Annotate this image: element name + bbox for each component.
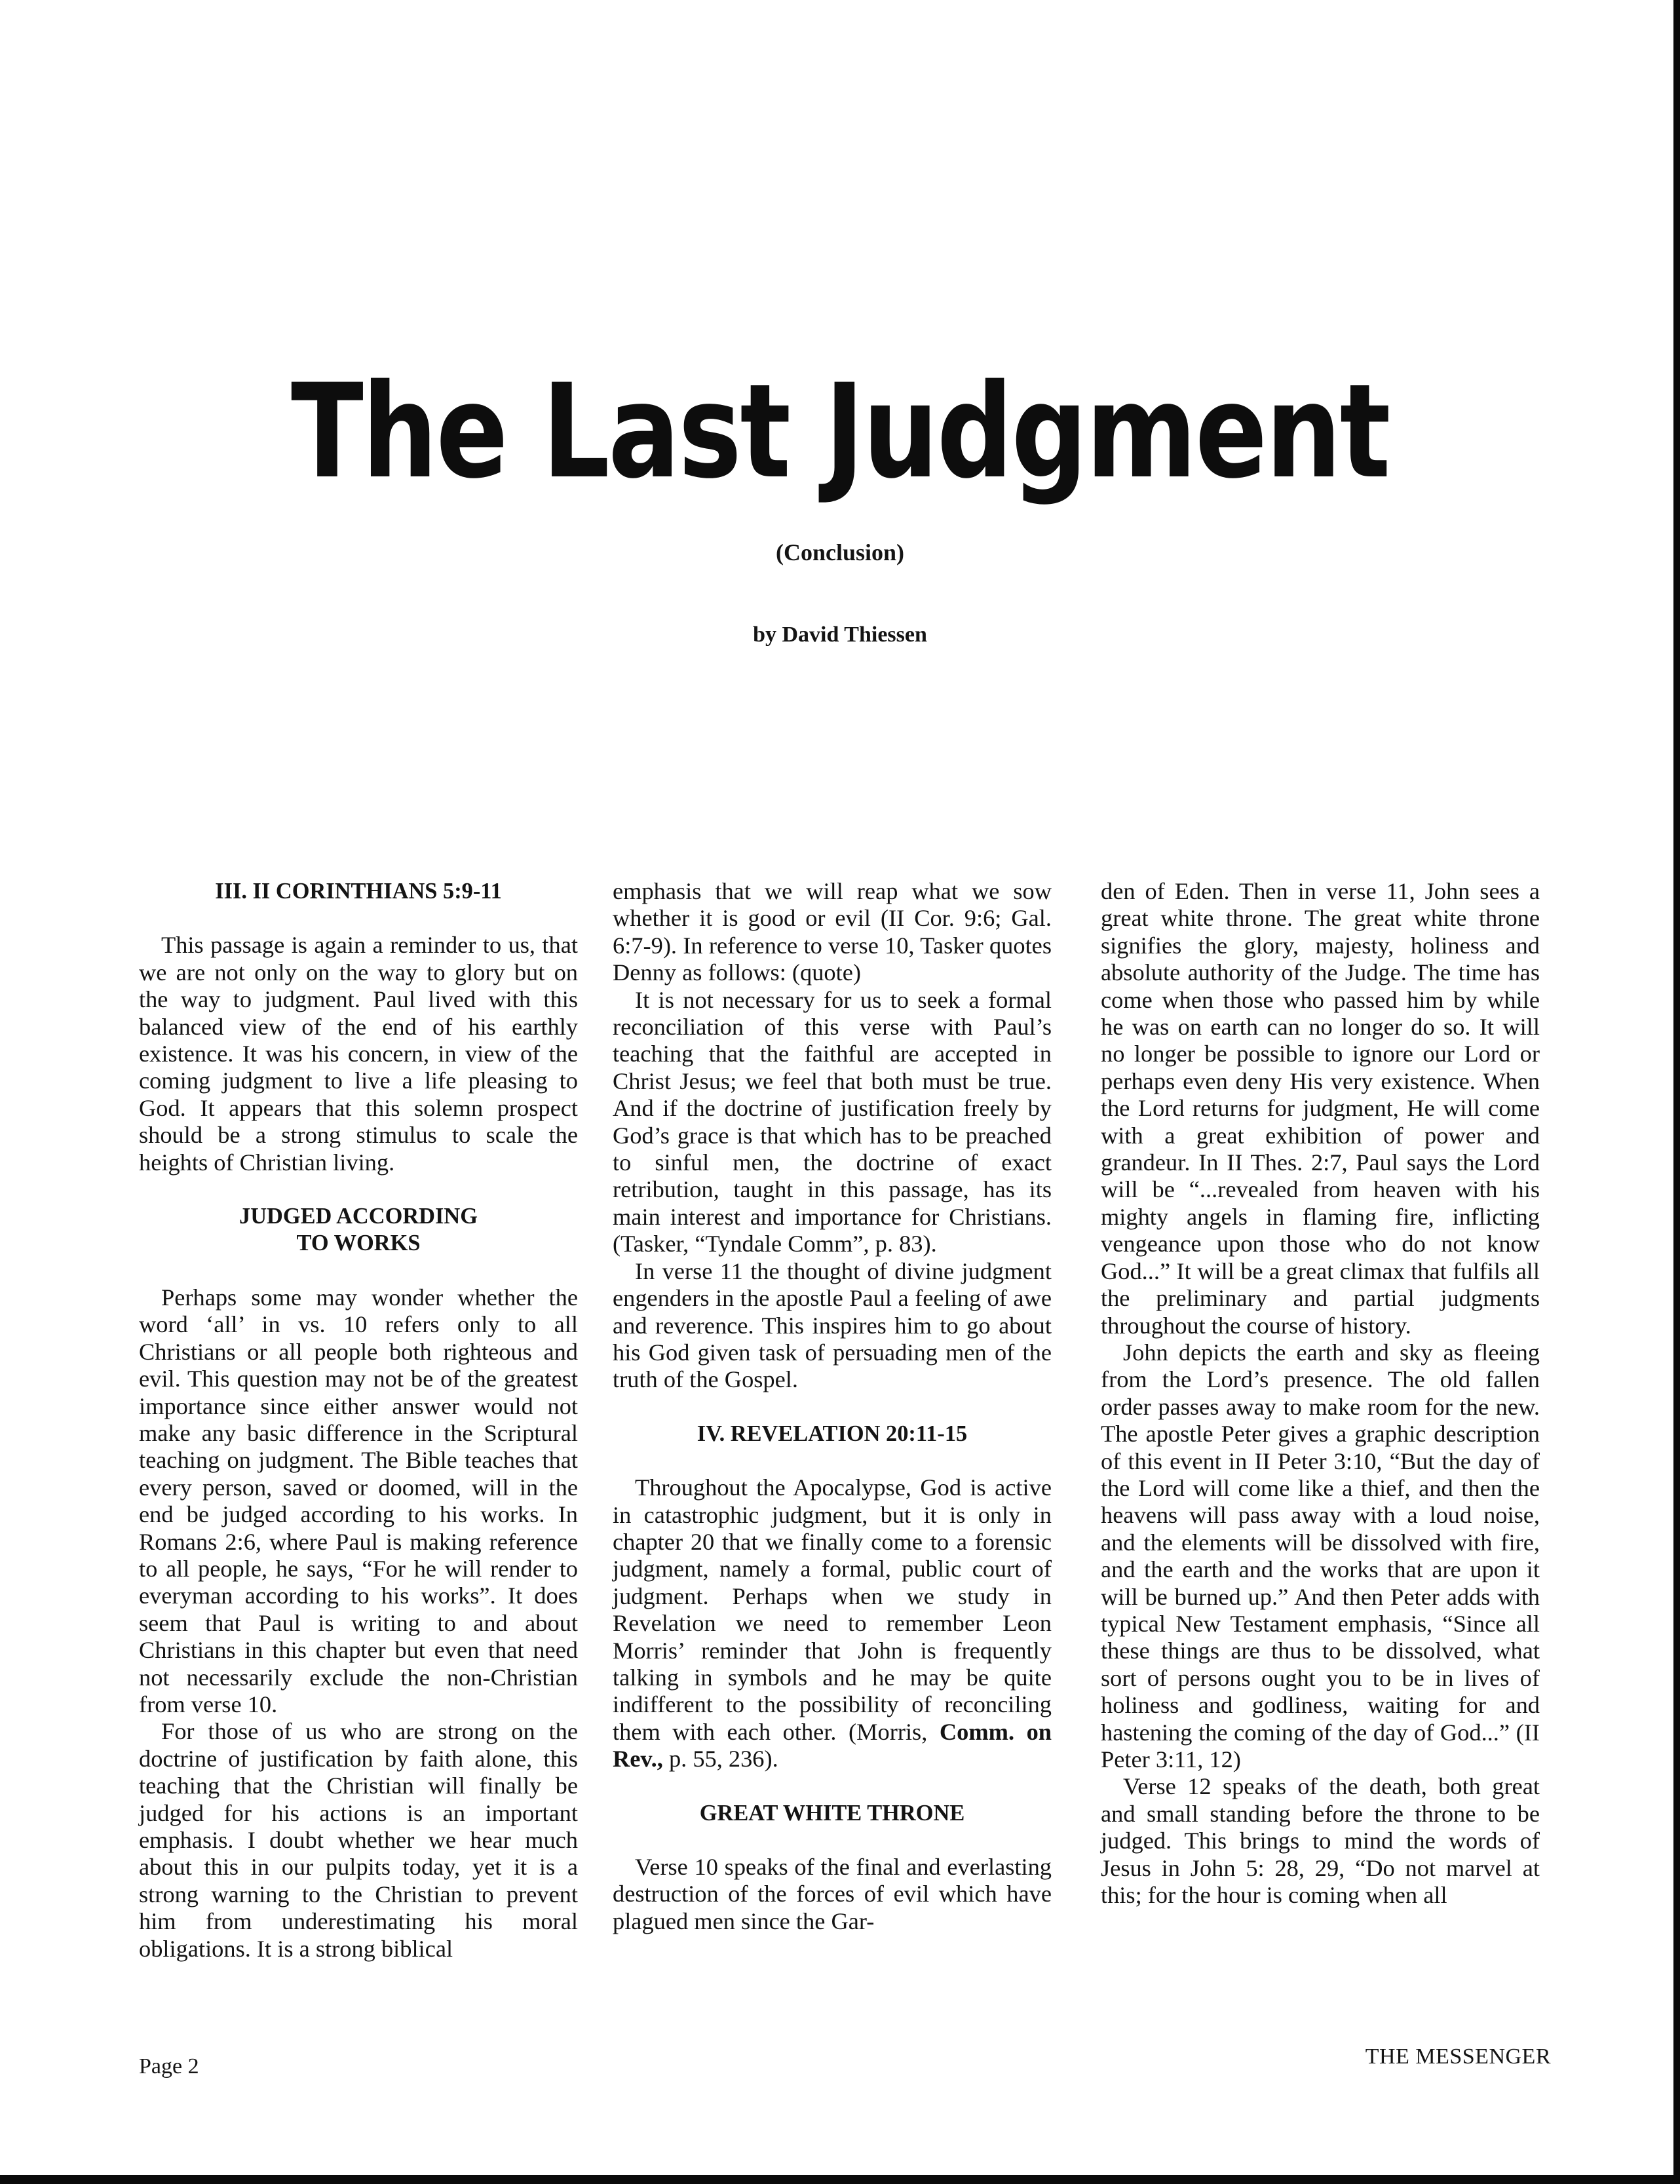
article-byline: by David Thiessen (753, 623, 927, 647)
paragraph: This passage is again a reminder to us, that we are not only on the way to glory but on the way to judgment. Paul lived with this balanced view of the end of his earthly existence. It was his concern, in view of the coming judgment to live a life pleasing to God. It appears that this solemn prospect should be a strong stimulus to scale the heights of Christian living. (139, 932, 578, 1176)
scan-edge-right (1673, 0, 1680, 2184)
column-1 (139, 878, 578, 1963)
paragraph: John depicts the earth and sky as fleeing from the Lord’s presence. The old fallen order passes away to make room for the new. The apostle Peter gives a graphic description of this event in II Peter 3:10, “But the day of the Lord will come like a thief, and then the heavens will pass away with a loud noise, and the elements will be dissolved with fire, and the earth and the works that are upon it will be burned up.” And then Peter adds with typical New Testament emphasis, “Since all these things are thus to be dissolved, what sort of persons ought you to be in lives of holiness and godliness, waiting for and hastening the coming of the day of God...” (II Peter 3:11, 12) (1101, 1339, 1540, 1772)
paragraph: Verse 12 speaks of the death, both great and small standing before the throne to be judged. This brings to mind the words of Jesus in John 5: 28, 29, “Do not marvel at this; for the hour is coming when all (1101, 1773, 1540, 1909)
section-heading-revelation: IV. REVELATION 20:11-15 (697, 1421, 968, 1446)
section-heading-throne: GREAT WHITE THRONE (699, 1800, 965, 1826)
article-subtitle: (Conclusion) (775, 539, 905, 565)
paragraph: It is not necessary for us to seek a formal reconciliation of this verse with Paul’s teaching that the faithful are accepted in Christ Jesus; we feel that both must be true. And if the doctrine of justification freely by God’s grace is that which has to be preached to sinful men, the doctrine of exact retribution, taught in this passage, has its main interest and importance for Christians. (Tasker, “Tyndale Comm”, p. 83). (613, 986, 1052, 1257)
heading-line: TO WORKS (296, 1231, 421, 1256)
column-2 (613, 878, 1052, 1935)
paragraph: emphasis that we will reap what we sow whether it is good or evil (II Cor. 9:6; Gal. 6:7-9). In reference to verse 10, Tasker quotes Denny as follows: (quote) (613, 878, 1052, 986)
column-3 (1101, 878, 1540, 1909)
page-number: Page 2 (139, 2054, 199, 2079)
paragraph: den of Eden. Then in verse 11, John sees a great white throne. The great white throne signifies the glory, majesty, holiness and absolute authority of the Judge. The time has come when those who passed him by while he was on earth can no longer do so. It will no longer be possible to ignore our Lord or perhaps even deny His very existence. When the Lord returns for judgment, He will come with a great exhibition of power and grandeur. In II Thes. 2:7, Paul says the Lord will be “...revealed from heaven with his mighty angels in flaming fire, inflicting vengeance upon those who do not know God...” It will be a great climax that fulfils all the preliminary and partial judgments throughout the course of history. (1101, 878, 1540, 1339)
section-heading-judged (139, 1203, 578, 1257)
text-run: p. 55, 236). (668, 1746, 778, 1772)
paragraph (613, 1474, 1052, 1772)
paragraph: Verse 10 speaks of the final and everlasting destruction of the forces of evil which have plagued men since the Gar- (613, 1854, 1052, 1934)
heading-line: JUDGED ACCORDING (239, 1204, 478, 1229)
article-title: The Last Judgment (291, 356, 1389, 507)
paragraph: Perhaps some may wonder whether the word ‘all’ in vs. 10 refers only to all Christians or all people both righteous and evil. This question may not be of the greatest importance since either answer would not make any basic difference in the Scriptural teaching on judgment. The Bible teaches that every person, saved or doomed, will in the end be judged according to his works. In Romans 2:6, where Paul is making reference to all people, he says, “For he will render to everyman according to his works”. It does seem that Paul is writing to and about Christians in this chapter but even that need not necessarily exclude the non-Christian from verse 10. (139, 1284, 578, 1717)
citation-title: Comm. on Rev., (613, 1718, 1052, 1772)
scan-edge-bottom (0, 2175, 1680, 2184)
paragraph: For those of us who are strong on the doctrine of justification by faith alone, this teaching that the Christian will finally be judged for his actions is an important emphasis. I doubt whether we hear much about this in our pulpits today, yet it is a strong warning to the Christian to prevent him from underestimating his moral obligations. It is a strong biblical (139, 1718, 578, 1962)
section-heading-corinthians: III. II CORINTHIANS 5:9-11 (215, 879, 502, 904)
publication-name: THE MESSENGER (1365, 2044, 1551, 2069)
text-run: Throughout the Apocalypse, God is active in catastrophic judgment, but it is only in chapter 20 that we finally come to a forensic judgment, namely a formal, public court of judgment. Perhaps when we study in Revelation we need to remember Leon Morris’ reminder that John is frequently talking in symbols and he may be quite indifferent to the possibility of reconciling them with each other. (Morris, (613, 1474, 1052, 1745)
paragraph: In verse 11 the thought of divine judgment engenders in the apostle Paul a feeling of awe and reverence. This inspires him to go about his God given task of persuading men of the truth of the Gospel. (613, 1257, 1052, 1393)
